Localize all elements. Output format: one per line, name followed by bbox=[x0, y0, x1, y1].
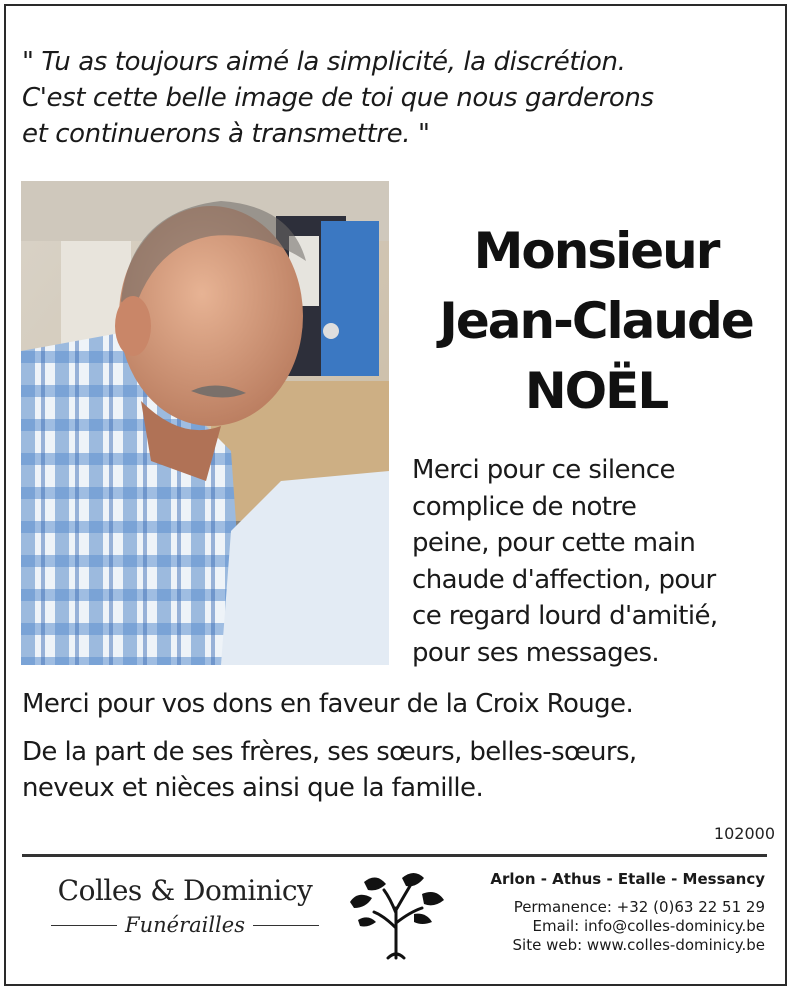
thanks-line: chaude d'affection, pour bbox=[412, 564, 716, 595]
deceased-last-name: NOËL bbox=[524, 362, 668, 420]
funeral-home-subtitle-row bbox=[40, 913, 330, 937]
thanks-message bbox=[412, 452, 782, 671]
tree-icon bbox=[344, 868, 448, 960]
thanks-line: ce regard lourd d'amitié, bbox=[412, 601, 718, 631]
thanks-line: pour ses messages. bbox=[412, 637, 660, 668]
divider bbox=[51, 925, 117, 926]
family-line: neveux et nièces ainsi que la famille. bbox=[22, 773, 484, 803]
funeral-home-brand bbox=[40, 874, 330, 937]
locations: Arlon - Athus - Etalle - Messancy bbox=[490, 870, 765, 888]
quote-line: " Tu as toujours aimé la simplicité, la discrétion. bbox=[22, 47, 626, 77]
family-signature bbox=[22, 734, 782, 806]
deceased-title: Monsieur bbox=[473, 222, 719, 280]
funeral-home-name: Colles & Dominicy bbox=[57, 874, 313, 907]
phone-number: Permanence: +32 (0)63 22 51 29 bbox=[513, 898, 765, 916]
portrait-photo bbox=[21, 181, 389, 665]
donations-message: Merci pour vos dons en faveur de la Croix Rouge. bbox=[22, 689, 634, 719]
obituary-notice bbox=[4, 4, 787, 986]
website-address: Site web: www.colles-dominicy.be bbox=[512, 936, 765, 954]
email-address: Email: info@colles-dominicy.be bbox=[532, 917, 765, 935]
thanks-line: Merci pour ce silence bbox=[412, 455, 675, 485]
quote-line: et continuerons à transmettre. " bbox=[22, 119, 430, 149]
funeral-home-contact bbox=[490, 870, 765, 955]
reference-number: 102000 bbox=[713, 824, 775, 843]
divider bbox=[22, 854, 767, 857]
thanks-line: complice de notre bbox=[412, 491, 637, 522]
divider bbox=[253, 925, 319, 926]
deceased-first-name: Jean-Claude bbox=[439, 292, 753, 350]
memorial-quote bbox=[22, 44, 772, 152]
funeral-home-subtitle: Funérailles bbox=[125, 913, 245, 937]
quote-line: C'est cette belle image de toi que nous garderons bbox=[22, 83, 654, 113]
deceased-name bbox=[401, 216, 791, 426]
family-line: De la part de ses frères, ses sœurs, belles-sœurs, bbox=[22, 737, 637, 767]
thanks-line: peine, pour cette main bbox=[412, 528, 696, 558]
